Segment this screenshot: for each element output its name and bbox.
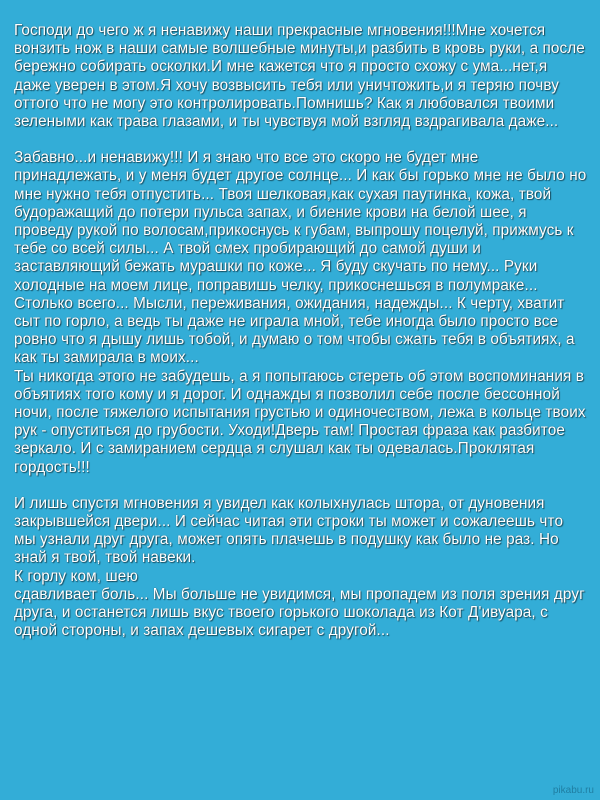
post-text [14,22,588,641]
paragraph-2: Забавно...и ненавижу!!! И я знаю что все это скоро не будет мне принадлежать, и у меня будет другое солнце... И как бы горько мне не было но мне нужно тебя отпустить... Твоя шелковая,как сухая паутинка, кожа, твой будоражащий до потери пульса запах, и биение крови на белой шее, я проведу рукой по волосам,прикоснусь к губам, выпрошу поцелуй, прижмусь к тебе со всей силы... А твой смех пробирающий до самой души и заставляющий бежать мурашки по коже... Я буду скучать по нему... Руки холодные на моем лице, поправишь челку, прикоснешься в полумраке... Столько всего... Мысли, переживания, ожидания, надежды... К черту, хватит сыт по горло, а ведь ты даже не играла мной, тебе иногда было просто все ровно что я дышу лишь тобой, и думаю о том чтобы сжать тебя в объятиях, а как ты замирала в моих... Ты никогда этого не забудешь, а я попытаюсь стереть об этом воспоминания в объятиях того кому и я дорог. И однажды я позволил себе после бессонной ночи, после тяжелого испытания грустью и одиночеством, лежа в кольце твоих рук - опуститься до грубости. Уходи!Дверь там! Простая фраза как разбитое зеркало. И с замиранием сердца я слушал как ты одевалась.Проклятая гордость!!! [14,149,587,476]
paragraph-1: Господи до чего ж я ненавижу наши прекрасные мгновения!!!Мне хочется вонзить нож в наши самые волшебные минуты,и разбить в кровь руки, а после бережно собирать осколки.И мне кажется что я просто схожу с ума...нет,я даже уверен в этом.Я хочу возвысить тебя или уничтожить,и я теряю почву оттого что не могу это контролировать.Помнишь? Как я любовался твоими зелеными как трава глазами, и ты чувствуя мой взгляд вздрагивала даже... [14,22,585,131]
paragraph-3: И лишь спустя мгновения я увидел как колыхнулась штора, от дуновения закрывшейся двери... И сейчас читая эти строки ты может и сожалеешь что мы узнали друг друга, может опять плачешь в подушку как было не раз. Но знай я твой, твой навеки. К горлу ком, шею сдавливает боль... Мы больше не увидимся, мы пропадем из поля зрения друг друга, и останется лишь вкус твоего горького шоколада из Кот Д'ивуара, с одной стороны, и запах дешевых сигарет с другой... [14,494,585,640]
paragraph-gap [14,131,588,149]
paragraph-gap [14,477,588,495]
watermark: pikabu.ru [552,785,594,796]
